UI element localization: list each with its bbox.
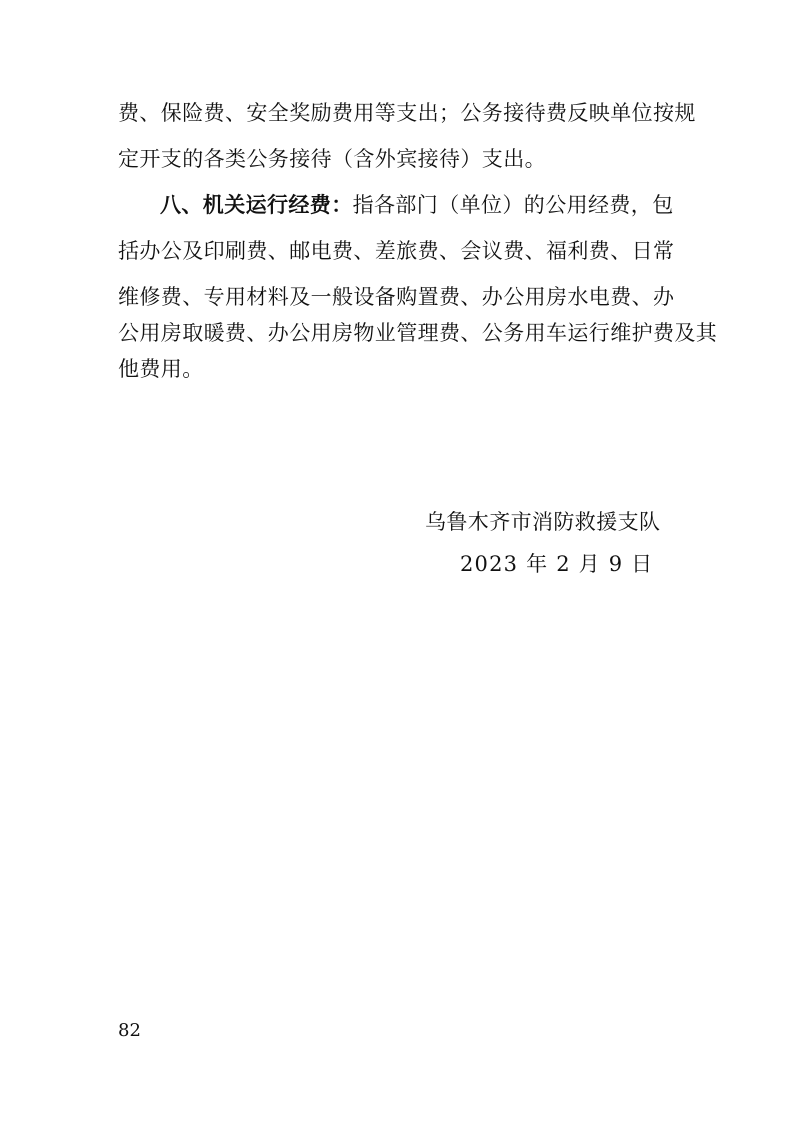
signature-date: 2023 年 2 月 9 日 [460,552,654,576]
body-line-2: 定开支的各类公务接待（含外宾接待）支出。 [118,147,546,171]
body-line-4: 括办公及印刷费、邮电费、差旅费、会议费、福利费、日常 [118,239,675,263]
body-line-5: 维修费、专用材料及一般设备购置费、办公用房水电费、办 [118,285,675,309]
section-eight-paragraph [160,191,690,219]
signature-organization: 乌鲁木齐市消防救援支队 [425,510,661,534]
body-line-1: 费、保险费、安全奖励费用等支出；公务接待费反映单位按规 [118,101,696,125]
body-line-6: 公用房取暖费、办公用房物业管理费、公务用车运行维护费及其 [118,321,718,345]
section-eight-heading: 八、机关运行经费： [160,192,353,217]
body-line-7: 他费用。 [118,357,204,381]
section-eight-intro: 指各部门（单位）的公用经费，包 [352,193,674,217]
page-number: 82 [118,1020,141,1041]
